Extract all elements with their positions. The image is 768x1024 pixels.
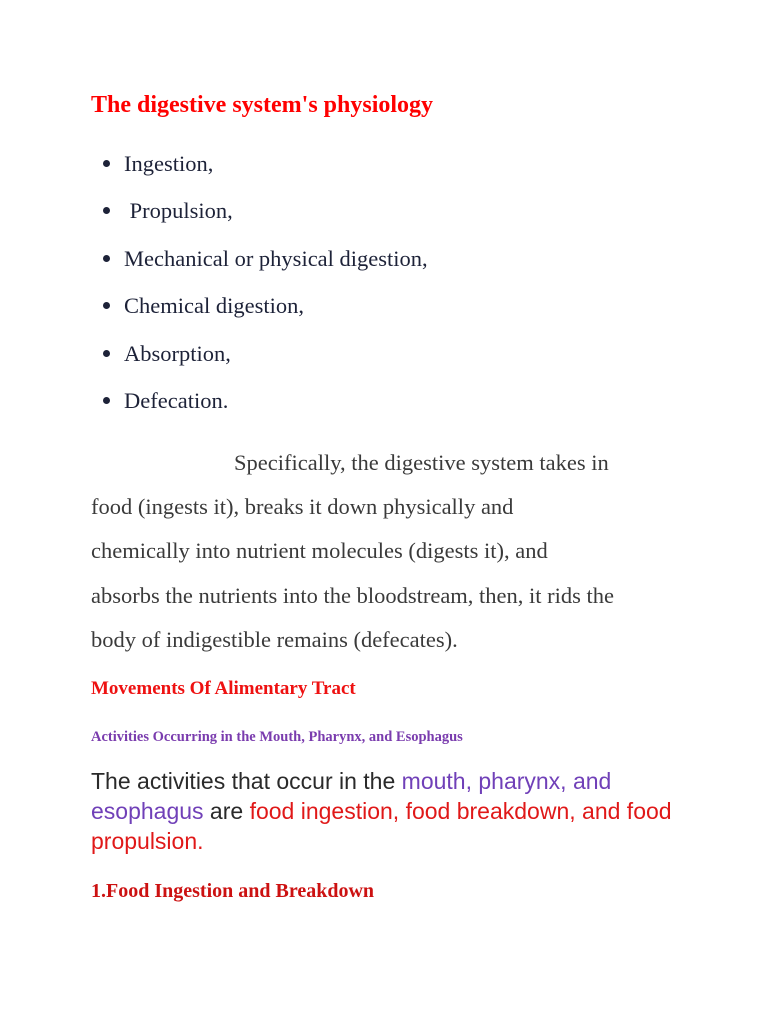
paragraph-line: absorbs the nutrients into the bloodstream, then, it rids the bbox=[91, 582, 615, 608]
list-item-text: Chemical digestion, bbox=[124, 293, 304, 319]
list-item bbox=[0, 195, 233, 242]
activities-line bbox=[91, 766, 731, 796]
highlight-text: mouth, pharynx, and bbox=[401, 768, 612, 794]
list-item bbox=[0, 290, 304, 337]
process-list bbox=[0, 148, 428, 432]
activities-paragraph bbox=[91, 766, 731, 856]
section-heading: Movements Of Alimentary Tract bbox=[91, 678, 356, 699]
list-item bbox=[0, 338, 231, 385]
plain-text: are bbox=[203, 798, 250, 824]
list-item-text: Propulsion, bbox=[124, 198, 233, 224]
list-item bbox=[0, 385, 229, 432]
activities-line bbox=[91, 826, 731, 856]
bullet-icon bbox=[103, 207, 110, 214]
bullet-icon bbox=[103, 397, 110, 404]
highlight-text: food ingestion, food breakdown, and food bbox=[249, 798, 672, 824]
list-item bbox=[0, 243, 428, 290]
list-item-text: Absorption, bbox=[124, 340, 231, 366]
highlight-text: propulsion. bbox=[91, 828, 204, 854]
highlight-text: esophagus bbox=[91, 798, 204, 824]
list-item-text: Ingestion, bbox=[124, 151, 214, 176]
bullet-icon bbox=[103, 302, 110, 309]
paragraph-line: food (ingests it), breaks it down physically and bbox=[91, 494, 514, 520]
bullet-icon bbox=[103, 160, 110, 167]
activities-line bbox=[91, 796, 731, 826]
paragraph-line: chemically into nutrient molecules (digests it), and bbox=[91, 538, 548, 564]
food-ingestion-heading: 1.Food Ingestion and Breakdown bbox=[91, 880, 375, 902]
subsection-heading: Activities Occurring in the Mouth, Pharynx, and Esophagus bbox=[91, 729, 463, 745]
plain-text: The activities that occur in the bbox=[91, 768, 402, 794]
list-item-text: Defecation. bbox=[124, 387, 229, 413]
intro-paragraph bbox=[91, 441, 691, 662]
list-item bbox=[0, 148, 214, 195]
page-title: The digestive system's physiology bbox=[91, 92, 434, 118]
bullet-icon bbox=[103, 350, 110, 357]
bullet-icon bbox=[103, 255, 110, 262]
paragraph-line: body of indigestible remains (defecates). bbox=[91, 626, 458, 652]
paragraph-line: Specifically, the digestive system takes in bbox=[234, 450, 609, 475]
list-item-text: Mechanical or physical digestion, bbox=[124, 245, 428, 271]
